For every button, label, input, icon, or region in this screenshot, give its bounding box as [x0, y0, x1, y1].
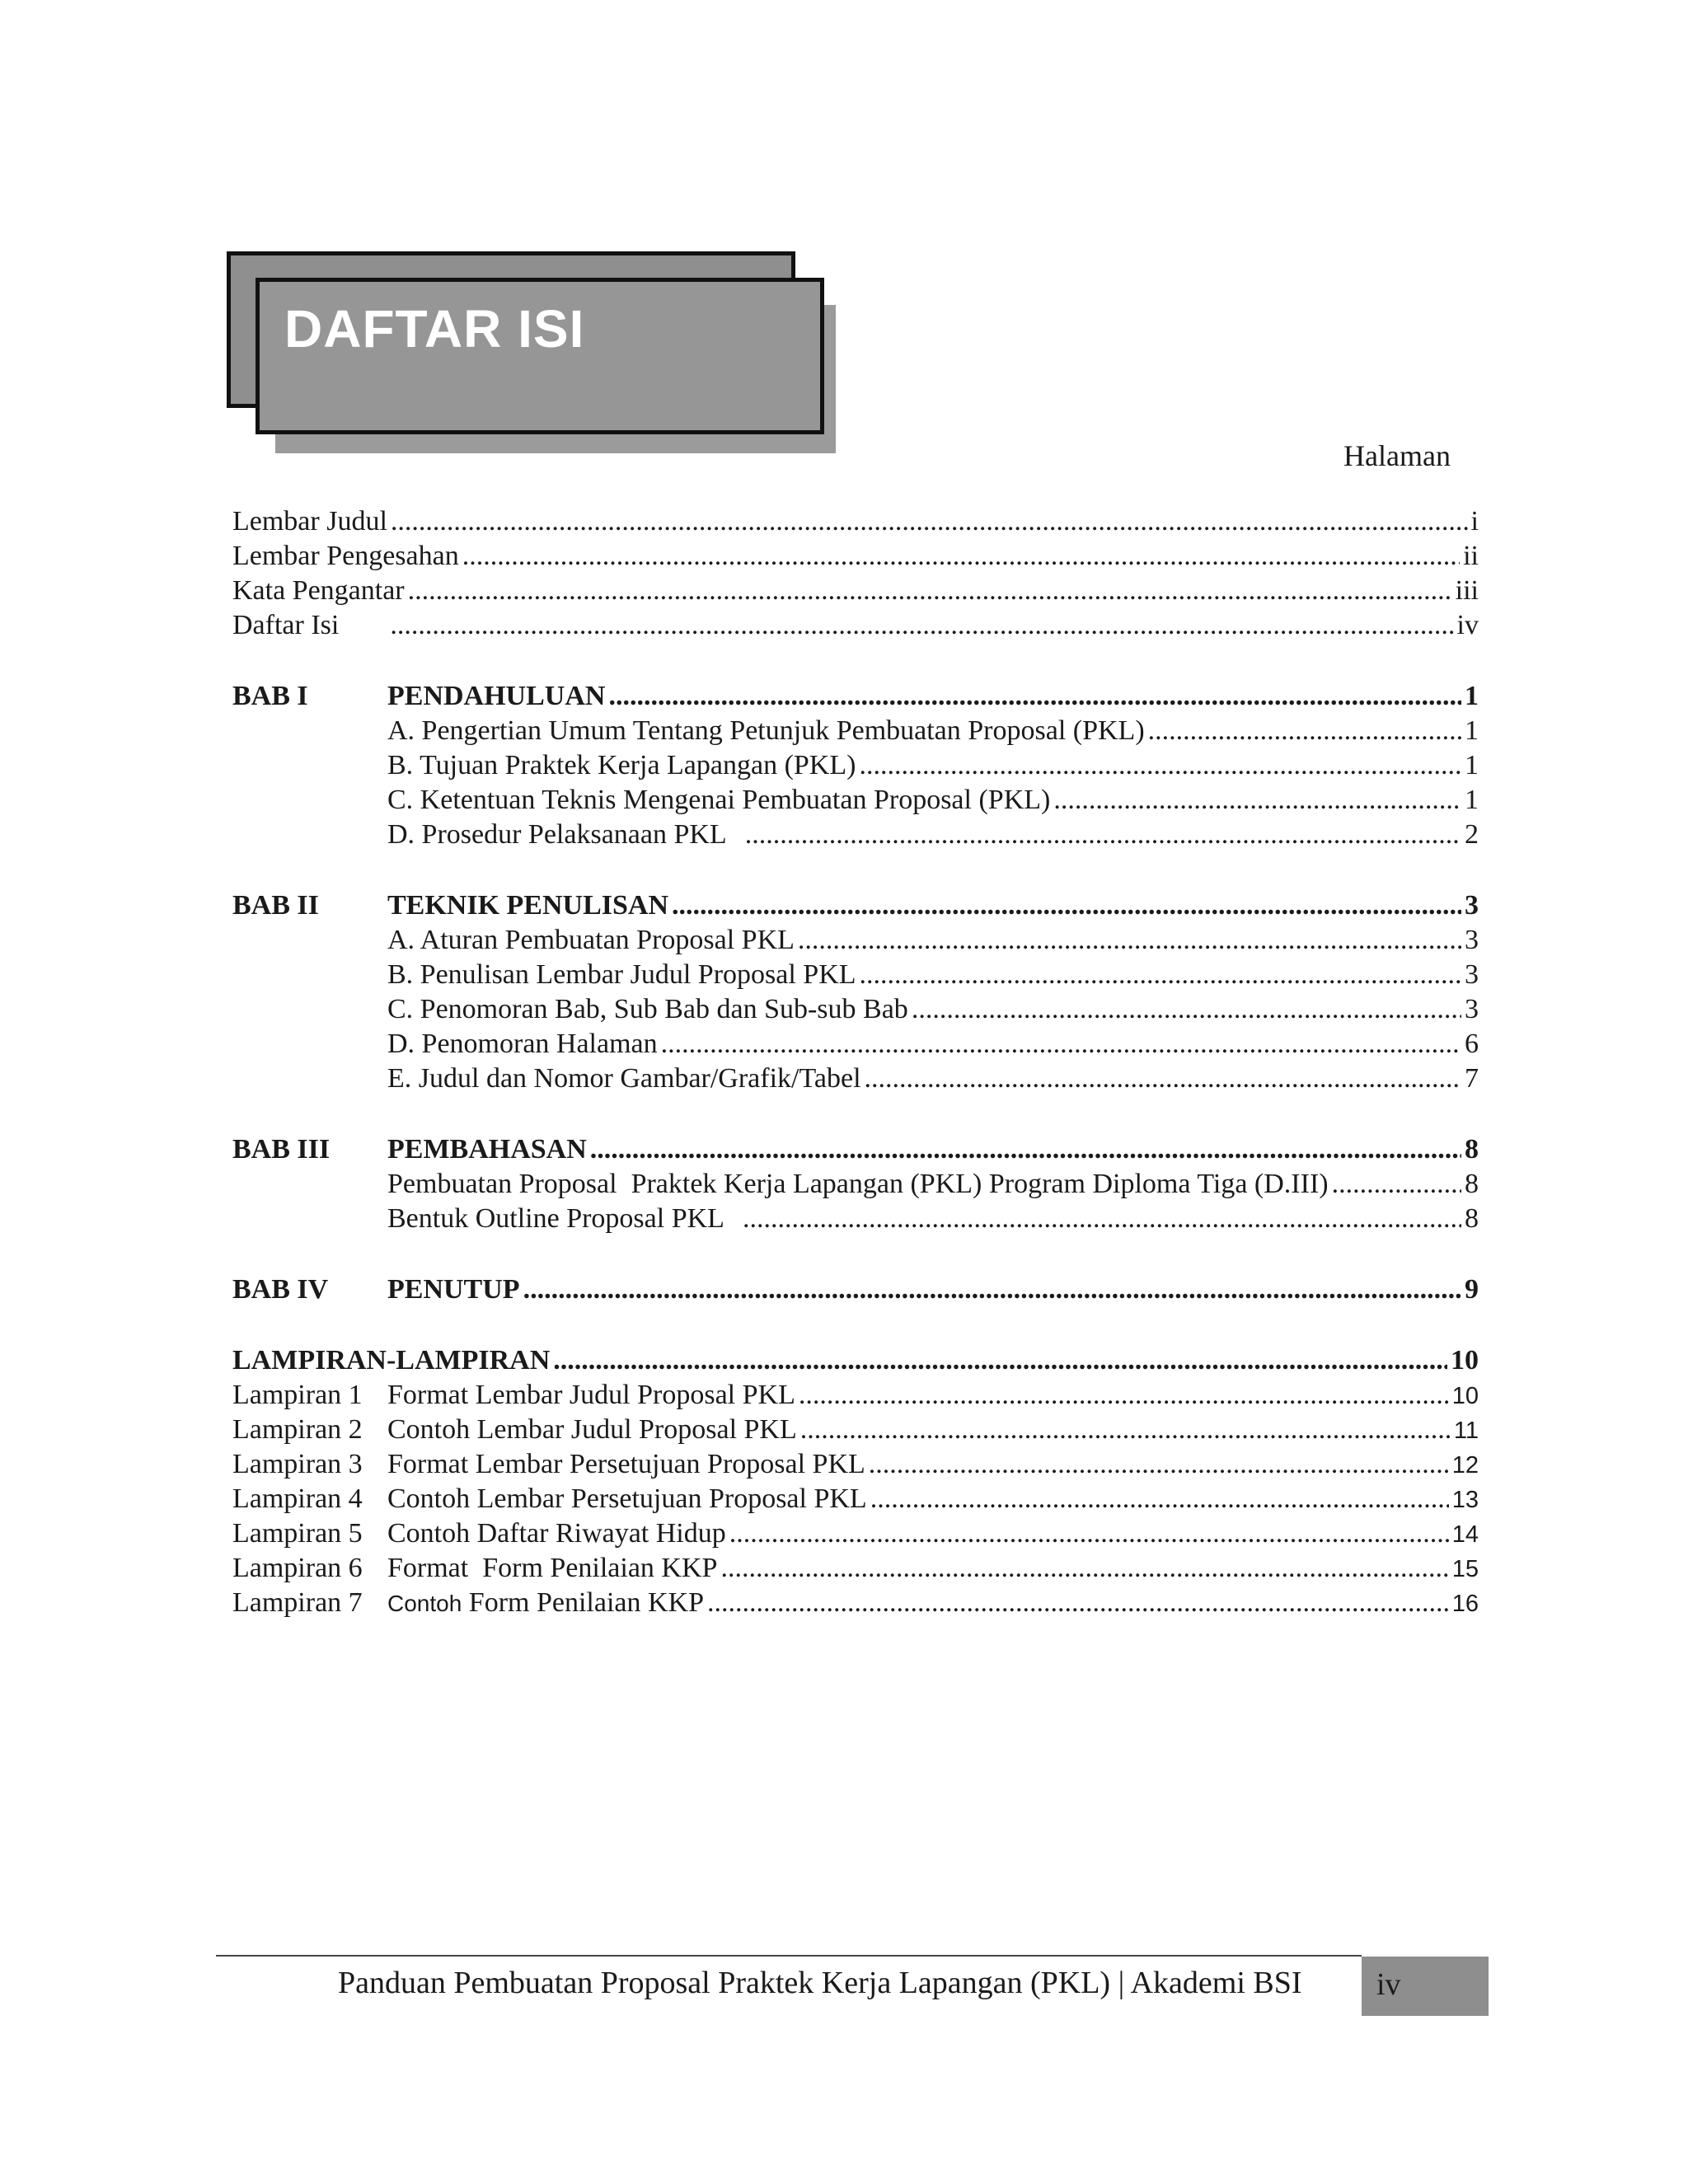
toc-page-number: 10: [1451, 1345, 1479, 1376]
footer-text: Panduan Pembuatan Proposal Praktek Kerja Lapangan (PKL) | Akademi BSI: [338, 1966, 1302, 2000]
toc-entry-text: Format Lembar Judul Proposal PKL: [387, 1380, 795, 1410]
toc-page-number: 16: [1451, 1591, 1479, 1617]
toc-page-number: 3: [1465, 994, 1479, 1024]
toc-entry-text: Format Form Penilaian KKP: [387, 1553, 718, 1583]
toc-row[interactable]: [232, 608, 1479, 643]
toc-page-number: 15: [1451, 1556, 1479, 1582]
toc-entry-text: E. Judul dan Nomor Gambar/Grafik/Tabel: [387, 1063, 861, 1094]
toc-row[interactable]: [232, 539, 1479, 574]
chapter-title: PENDAHULUAN: [387, 681, 606, 711]
toc-entry-text: Pembuatan Proposal Praktek Kerja Lapangan (PKL) Program Diploma Tiga (D.III): [387, 1169, 1329, 1199]
toc-entry-text: A. Pengertian Umum Tentang Petunjuk Pembuatan Proposal (PKL): [387, 715, 1145, 746]
toc-page-number: 8: [1465, 1134, 1479, 1165]
toc-page-number: iv: [1456, 610, 1479, 640]
appendix-label: Lampiran 7: [232, 1587, 363, 1618]
appendix-label: Lampiran 4: [232, 1483, 363, 1514]
appendix-title: LAMPIRAN-LAMPIRAN: [232, 1345, 551, 1376]
toc-page-number: 12: [1451, 1452, 1479, 1479]
chapter-2: [232, 888, 1479, 1096]
toc-page-number: 9: [1465, 1274, 1479, 1305]
appendix-item[interactable]: [232, 1551, 1479, 1586]
appendix-label: Lampiran 1: [232, 1380, 363, 1410]
toc-entry-text: Lembar Judul: [232, 506, 387, 537]
toc-entry-text: Daftar Isi: [232, 610, 340, 640]
toc-page-number: 1: [1465, 750, 1479, 780]
footer-page-number: iv: [1376, 1967, 1401, 2002]
toc-row[interactable]: [232, 748, 1479, 783]
toc-row[interactable]: [232, 818, 1479, 852]
toc-entry-text: A. Aturan Pembuatan Proposal PKL: [387, 925, 795, 955]
chapter-4: [232, 1272, 1479, 1307]
toc-row[interactable]: [232, 1167, 1479, 1202]
toc-entry-text: Contoh Lembar Judul Proposal PKL: [387, 1414, 797, 1445]
toc-entry-text: Contoh Lembar Persetujuan Proposal PKL: [387, 1483, 867, 1514]
footer-divider: [216, 1955, 1362, 1957]
front-matter: [232, 504, 1479, 643]
appendix-item[interactable]: [232, 1447, 1479, 1482]
chapter-title: TEKNIK PENULISAN: [387, 890, 669, 921]
chapter-row[interactable]: [232, 1272, 1479, 1307]
toc-entry-text: Contoh Daftar Riwayat Hidup: [387, 1518, 726, 1549]
appendix-item[interactable]: [232, 1413, 1479, 1447]
chapter-label: BAB II: [232, 890, 319, 921]
toc-entry-text: B. Tujuan Praktek Kerja Lapangan (PKL): [387, 750, 856, 780]
title-box: [256, 278, 824, 434]
appendix-label: Lampiran 3: [232, 1449, 363, 1479]
chapter-1: [232, 679, 1479, 852]
toc-page-number: iii: [1455, 575, 1479, 606]
toc-row[interactable]: [232, 1062, 1479, 1096]
toc-page-number: 14: [1451, 1521, 1479, 1548]
toc-row[interactable]: [232, 783, 1479, 818]
halaman-label: Halaman: [1343, 439, 1451, 472]
toc-page-number: 7: [1465, 1063, 1479, 1094]
toc-row[interactable]: [232, 574, 1479, 608]
toc-entry-text: Format Lembar Persetujuan Proposal PKL: [387, 1449, 865, 1479]
toc-row[interactable]: [232, 958, 1479, 992]
chapter-label: BAB I: [232, 681, 308, 711]
chapter-row[interactable]: [232, 679, 1479, 714]
chapter-title: PENUTUP: [387, 1274, 520, 1305]
toc-row[interactable]: [232, 714, 1479, 748]
chapter-label: BAB III: [232, 1134, 331, 1165]
toc-page-number: 13: [1451, 1487, 1479, 1513]
appendix-label: Lampiran 5: [232, 1518, 363, 1549]
appendix: [232, 1343, 1479, 1620]
toc-entry-text: Bentuk Outline Proposal PKL: [387, 1203, 724, 1234]
toc-row[interactable]: [232, 992, 1479, 1027]
toc-entry-text: Lembar Pengesahan: [232, 541, 459, 571]
appendix-item[interactable]: [232, 1516, 1479, 1551]
toc-entry-text: D. Prosedur Pelaksanaan PKL: [387, 819, 727, 850]
toc-row[interactable]: [232, 923, 1479, 958]
toc-page-number: 11: [1453, 1418, 1479, 1444]
toc-page-number: 3: [1465, 925, 1479, 955]
toc-page-number: 1: [1465, 715, 1479, 746]
toc-entry-prefix: Contoh: [387, 1591, 462, 1616]
chapter-title: PEMBAHASAN: [387, 1134, 587, 1165]
appendix-item[interactable]: [232, 1586, 1479, 1620]
toc-entry-text: Form Penilaian KKP: [462, 1587, 705, 1618]
toc-page-number: 1: [1465, 785, 1479, 815]
chapter-row[interactable]: [232, 1132, 1479, 1167]
toc-page-number: 3: [1465, 959, 1479, 990]
footer-page-box: [1362, 1957, 1489, 2016]
toc-page-number: ii: [1463, 541, 1479, 571]
chapter-label: BAB IV: [232, 1274, 329, 1305]
page-title: DAFTAR ISI: [284, 299, 585, 359]
toc-page-number: 8: [1465, 1203, 1479, 1234]
appendix-item[interactable]: [232, 1378, 1479, 1413]
toc-page-number: 8: [1465, 1169, 1479, 1199]
toc-page-number: 6: [1465, 1029, 1479, 1059]
toc-entry-text: C. Penomoran Bab, Sub Bab dan Sub-sub Bab: [387, 994, 908, 1024]
toc-page-number: 2: [1465, 819, 1479, 850]
appendix-label: Lampiran 2: [232, 1414, 363, 1445]
toc-entry-text: B. Penulisan Lembar Judul Proposal PKL: [387, 959, 856, 990]
toc-page-number: 1: [1465, 681, 1479, 711]
toc-row[interactable]: [232, 1027, 1479, 1062]
toc-page-number: 3: [1465, 890, 1479, 921]
toc-page-number: 10: [1451, 1383, 1479, 1409]
chapter-row[interactable]: [232, 888, 1479, 923]
appendix-row[interactable]: [232, 1343, 1479, 1378]
toc-page-number: i: [1470, 506, 1479, 537]
toc-row[interactable]: [232, 504, 1479, 539]
appendix-label: Lampiran 6: [232, 1553, 363, 1583]
chapter-3: [232, 1132, 1479, 1236]
toc-entry-text: D. Penomoran Halaman: [387, 1029, 658, 1059]
table-of-contents: [232, 504, 1479, 1657]
toc-entry-text: Kata Pengantar: [232, 575, 405, 606]
toc-row[interactable]: [232, 1202, 1479, 1236]
toc-entry-text: C. Ketentuan Teknis Mengenai Pembuatan Proposal (PKL): [387, 785, 1051, 815]
appendix-item[interactable]: [232, 1482, 1479, 1516]
